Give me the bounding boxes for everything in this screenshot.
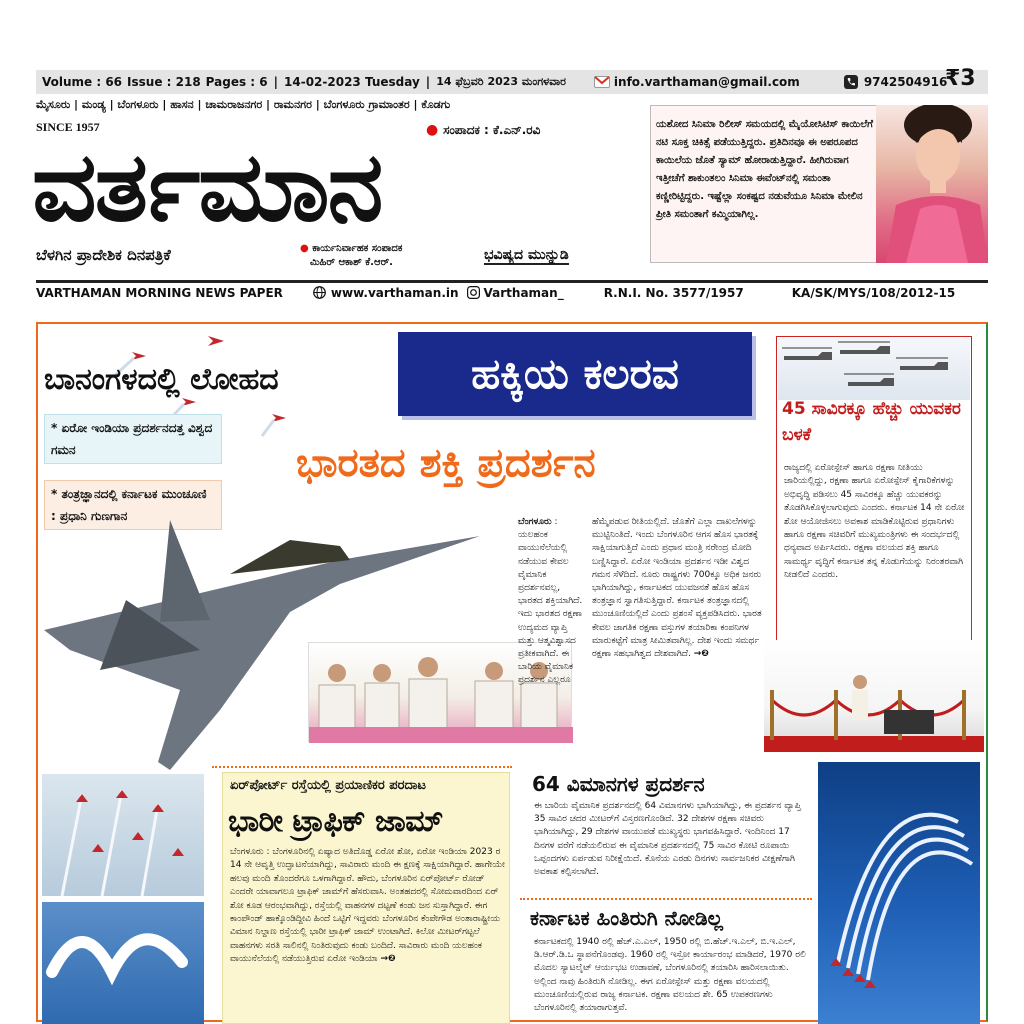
globe-icon [313,286,326,299]
lead-headline[interactable]: ಭಾರತದ ಶಕ್ತಿ ಪ್ರದರ್ಶನ [296,440,596,486]
city-list: ಮೈಸೂರು | ಮಂಡ್ಯ | ಬೆಂಗಳೂರು | ಹಾಸನ | ಚಾಮರಾಜನಗರ | ರಾಮನಗರ | ಬೆಂಗಳೂರು ಗ್ರಾಮಾಂತರ | ಕೊಡಗು [36,98,451,111]
sidebar-body: ರಾಜ್ಯದಲ್ಲಿ ಏರೋಸ್ಪೇಸ್ ಹಾಗೂ ರಕ್ಷಣಾ ನೀತಿಯು ಜಾರಿಯಲ್ಲಿದ್ದು, ರಕ್ಷಣಾ ಹಾಗೂ ಏರೋಸ್ಪೇಸ್ ಕೈಗಾರಿಕೆಗಳನ್ನು ಅಭಿವೃದ್ಧಿ ಪಡಿಸಲು 45 ಸಾವಿರಕ್ಕೂ ಹೆಚ್ಚು ಯುವಕರನ್ನು ತೊಡಗಿಸಿಕೊಳ್ಳಲಾಗುವುದು ಎಂದರು. ಕರ್ನಾಟಕ 14 ನೇ ಏರೋ ಶೋ ಆಯೋಜಿಸಲು ಅವಕಾಶ ಮಾಡಿಕೊಟ್ಟಿರುವ ಪ್ರಧಾನಿಗಳು ಹಾಗೂ ರಕ್ಷಣಾ ಸಚಿವರಿಗೆ ಮುಖ್ಯಮಂತ್ರಿಗಳು ಈ ಸಂದರ್ಭದಲ್ಲಿ ಧನ್ಯವಾದ ಅರ್ಪಿಸಿದರು. ರಕ್ಷಣಾ ವಲಯದ ಶಕ್ತಿ ಹಾಗೂ ಸಾಮರ್ಥ್ಯ ವೃದ್ಧಿಗೆ ಕರ್ನಾಟಕ ತನ್ನ ಕೊಡುಗೆಯನ್ನು ನಿರಂತರವಾಗಿ ನೀಡಲಿದೆ ಎಂದರು. [784,463,965,581]
smoke-trail-illustration [42,902,204,1024]
lead-kicker: ಬಾನಂಗಳದಲ್ಲಿ ಲೋಹದ [44,362,279,397]
traffic-continued-link[interactable]: →❷ [380,954,396,965]
instagram-icon [467,286,480,299]
gmail-icon [594,76,610,88]
instagram-link[interactable]: Varthaman_ [467,286,564,300]
rni-number: R.N.I. No. 3577/1957 [603,285,744,300]
section-divider [212,766,512,768]
sidebar-headline[interactable]: 45 ಸಾವಿರಕ್ಕೂ ಹೆಚ್ಚು ಯುವಕರ ಬಳಕೆ [782,399,961,445]
dateline: ಬೆಂಗಳೂರು [518,517,552,527]
stage-illustration [764,640,984,752]
phone-number: 9742504916 [863,75,948,89]
volume: Volume : 66 [42,75,123,89]
price: ₹3 [945,66,976,91]
jets-formation-photo [42,774,204,896]
jets-formation-illustration [42,774,204,896]
issue-info-bar: Volume : 66 Issue : 218 Pages : 6 | 14-02-2023 Tuesday | 14 ಫೆಬ್ರವರಿ 2023 ಮಂಗಳವಾರ info.varthaman@gmail.com 9742504916 [36,70,988,94]
helicopters-image [778,338,970,400]
lead-column-1: ಬೆಂಗಳೂರು : ಯಲಹಂಕ ವಾಯುನೆಲೆಯಲ್ಲಿ ನಡೆಯುವ ಕೇವಲ ವೈಮಾನಿಕ ಪ್ರದರ್ಶನವಲ್ಲ, ಭಾರತದ ಶಕ್ತಿಯಾಗಿದೆ. ಇದು ಭಾರತದ ರಕ್ಷಣಾ ಉದ್ಯಮದ ವ್ಯಾಪ್ತಿ ಮತ್ತು ಆತ್ಮವಿಶ್ವಾಸದ ಪ್ರತೀಕವಾಗಿದೆ. ಈ ಬಾರಿಯ ವೈಮಾನಿಕ ಪ್ರದರ್ಶನ ಎಲ್ಲರೂ [518,517,583,686]
aerial-display-illustration [818,762,980,1024]
email-block[interactable] [594,75,800,89]
section-divider-2 [520,898,812,900]
promo-text: ಯಶೋದ ಸಿನಿಮಾ ರಿಲೀಸ್ ಸಮಯದಲ್ಲಿ ಮೈಯೋಸಿಟಿಸ್ ಕಾಯಿಲೆಗೆ ನಟಿ ಸೂಕ್ತ ಚಿಕಿತ್ಸೆ ಪಡೆಯುತ್ತಿದ್ದರು. ಪ್ರತಿದಿನವೂ ಈ ಅಪರೂಪದ ಕಾಯಿಲೆಯ ಜೊತೆ ಸ್ಯಾಮ್ ಹೋರಾಡುತ್ತಿದ್ದಾರೆ. ಹೀಗಿರುವಾಗ ಇತ್ತೀಚೆಗೆ ಶಾಕುಂತಲಂ ಸಿನಿಮಾ ಈವೆಂಟ್‌ನಲ್ಲಿ ಸಮಂತಾ ಕಣ್ಣೀರಿಟ್ಟಿದ್ದರು. ಇಷ್ಟೆಲ್ಲಾ ಸಂಕಷ್ಟದ ನಡುವೆಯೂ ಸಿನಿಮಾ ಮೇಲಿನ ಪ್ರೀತಿ ಸಮಂತಾಗೆ ಕಮ್ಮಿಯಾಗಿಲ್ಲ. [656,119,873,220]
lead-column-2: ಹೆಮ್ಮೆಪಡುವ ರೀತಿಯಲ್ಲಿದೆ. ಜೊತೆಗೆ ಎಲ್ಲಾ ದಾಖಲೆಗಳನ್ನು ಮುಟ್ಟಿನಿಂತಿದೆ. ಇಂದು ಬೆಂಗಳೂರಿನ ಆಗಸ ಹೊಸ ಭಾರತಕ್ಕೆ ಸಾಕ್ಷಿಯಾಗುತ್ತಿದೆ ಎಂದು ಪ್ರಧಾನ ಮಂತ್ರಿ ನರೇಂದ್ರ ಮೋದಿ ಬಣ್ಣಿಸಿದ್ದಾರೆ. ಏರೋ ಇಂಡಿಯಾ ಪ್ರದರ್ಶನ ಇಡೀ ವಿಶ್ವದ ಗಮನ ಸೆಳೆದಿದೆ. ನೂರು ರಾಷ್ಟ್ರಗಳು 700ಕ್ಕೂ ಅಧಿಕ ಜನರು ಭಾಗಿಯಾಗಿದ್ದು, ಕರ್ನಾಟಕದ ಯುವಜನತೆ ಹೊಸ ಹೊಸ ತಂತ್ರಜ್ಞಾನ ಸ್ವಾಗತಿಸುತ್ತಿದ್ದಾರೆ. ಕರ್ನಾಟಕ ತಂತ್ರಜ್ಞಾನದಲ್ಲಿ ಮುಂಚೂಣಿಯಲ್ಲಿದೆ ಎಂದು ಪ್ರಶಂಸೆ ವ್ಯಕ್ತಪಡಿಸಿದರು. ಭಾರತ ಕೇವಲ ಜಾಗತಿಕ ರಕ್ಷಣಾ ವಸ್ತುಗಳ ತಯಾರಿಕಾ ಕಂಪನಿಗಳ ಮಾರುಕಟ್ಟೆಗೆ ಮಾತ್ರ ಸೀಮಿತವಾಗಿಲ್ಲ. ದೇಶ ಇಂದು ಸಮರ್ಥ ರಕ್ಷಣಾ ಸಹಭಾಗಿತ್ವದ ದೇಶವಾಗಿದೆ. →❷ [592,517,762,660]
paper-name: VARTHAMAN MORNING NEWS PAPER [36,285,283,300]
since-year: SINCE 1957 [36,120,100,134]
lead-bullet-1: * ಏರೋ ಇಂಡಿಯಾ ಪ್ರದರ್ಶನದತ್ತ ವಿಶ್ವದ ಗಮನ [44,414,222,464]
lead-boxed-headline: ಹಕ್ಕಿಯ ಕಲರವ [398,332,752,416]
date-english: 14-02-2023 Tuesday [284,75,420,89]
story-64-headline[interactable]: 64 ವಿಮಾನಗಳ ಪ್ರದರ್ಶನ [532,772,705,796]
aerial-display-photo [818,762,980,1024]
smoke-trail-photo [42,902,204,1024]
pages: Pages : 6 [205,75,268,89]
editor-credit: ● ಸಂಪಾದಕ : ಕೆ.ಎನ್.ರವಿ [426,122,541,138]
date-kannada: 14 ಫೆಬ್ರವರಿ 2023 ಮಂಗಳವಾರ [436,75,566,88]
traffic-headline[interactable]: ಭಾರೀ ಟ್ರಾಫಿಕ್ ಜಾಮ್ [228,804,443,839]
portrait-illustration [876,105,988,263]
story-64-body: ಈ ಬಾರಿಯ ವೈಮಾನಿಕ ಪ್ರದರ್ಶನದಲ್ಲಿ 64 ವಿಮಾನಗಳು ಭಾಗಿಯಾಗಿದ್ದು, ಈ ಪ್ರದರ್ಶನ ವ್ಯಾಪ್ತಿ 35 ಸಾವಿರ ಚದರ ಮೀಟರ್‌ಗೆ ವಿಸ್ತರಣಗೊಂಡಿದೆ. 32 ದೇಶಗಳ ರಕ್ಷಣಾ ಸಚಿವರು ಭಾಗಿಯಾಗಿದ್ದು, 29 ದೇಶಗಳ ವಾಯುಪಡೆ ಮುಖ್ಯಸ್ಥರು ಭಾಗವಹಿಸಿದ್ದಾರೆ. ಇಂದಿನಿಂದ 17 ದಿನಗಳ ವರೆಗೆ ನಡೆಯಲಿರುವ ಈ ವೈಮಾನಿಕ ಪ್ರದರ್ಶನದಲ್ಲಿ 75 ಸಾವಿರ ಕೋಟಿ ರೂಪಾಯಿ ಒಪ್ಪಂದಗಳು ಏರ್ಪಡುವ ನಿರೀಕ್ಷೆಯಿದೆ. ಕೊನೆಯ ಎರಡು ದಿನಗಳು ಸಾರ್ವಜನಿಕರ ವೀಕ್ಷಣೆಗಾಗಿ ಅವಕಾಶ ಕಲ್ಪಿಸಲಾಗಿದೆ. [534,801,801,878]
executive-editor: ● ಕಾರ್ಯನಿರ್ವಾಹಕ ಸಂಪಾದಕ ಮಿಹಿರ್ ಆಕಾಶ್ ಕೆ.ಆರ್. [300,243,403,268]
issue: Issue : 218 [127,75,201,89]
masthead-logo: ವರ್ತಮಾನ [32,131,382,243]
helicopters-illustration [778,338,970,400]
actress-photo [876,105,988,263]
continued-link[interactable]: →❷ [693,649,709,660]
future-slogan: ಭವಿಷ್ಯದ ಮುನ್ನುಡಿ [484,247,569,263]
tagline: ಬೆಳಗಿನ ಪ್ರಾದೇಶಿಕ ದಿನಪತ್ರಿಕೆ [36,246,171,264]
stage-photo [764,640,984,752]
traffic-kicker: ಏರ್‌ಪೋರ್ಟ್ ರಸ್ತೆಯಲ್ಲಿ ಪ್ರಯಾಣಿಕರ ಪರದಾಟ [230,778,426,793]
registration-number: KA/SK/MYS/108/2012-15 [791,285,956,300]
lead-bullet-2: * ತಂತ್ರಜ್ಞಾನದಲ್ಲಿ ಕರ್ನಾಟಕ ಮುಂಚೂಣಿ : ಪ್ರಧಾನಿ ಗುಣಗಾನ [44,480,222,530]
karnataka-story-body: ಕರ್ನಾಟಕದಲ್ಲಿ 1940 ರಲ್ಲಿ ಹೆಚ್.ಎ.ಎಲ್, 1950 ರಲ್ಲಿ ಬಿ.ಹೆಚ್.ಇ.ಎಲ್, ಬಿ.ಇ.ಎಲ್, ಡಿ.ಆರ್.ಡಿ.ಒ ಸ್ಥಾಪನೆಗೊಂಡವು. 1960 ರಲ್ಲಿ ಇಸ್ರೋ ಕಾರ್ಯಾರಂಭ ಮಾಡಿದರೆ, 1970 ರಲಿ ಮೊದಲ ಸ್ಯಾಟಲೈಟ್ ಆರ್ಯಭಟ ಉಡಾವಣೆ, ಬೆಂಗಳೂರಿನಲ್ಲಿ ತಯಾರಿಸಿ ಹಾರಿಸಲಾಯಿತು. ಅಲ್ಲಿಂದ ನಾವು ಹಿಂತಿರುಗಿ ನೋಡಿಲ್ಲ. ಈಗ ಏರೋಸ್ಪೇಸ್ ಮತ್ತು ರಕ್ಷಣಾ ವಲಯದಲ್ಲಿ ಮುಂಚೂಣಿಯಲ್ಲಿರುವ ರಾಜ್ಯ ಕರ್ನಾಟಕ. ರಕ್ಷಣಾ ವಲಯದ ಶೇ. 65 ಉಪಕರಣಗಳು ಬೆಂಗಳೂರಿನಲ್ಲಿ ತಯಾರಾಗುತ್ತವೆ. [534,937,806,1014]
phone-block[interactable] [844,75,948,89]
website-link[interactable]: www.varthaman.in [313,286,459,300]
phone-icon [844,75,858,89]
traffic-body: ಬೆಂಗಳೂರು : ಬೆಂಗಳೂರಿನಲ್ಲಿ ಏಷ್ಯಾದ ಅತಿದೊಡ್ಡ ಏರೋ ಶೋ, ಏರೋ ಇಂಡಿಯಾ 2023 ರ 14 ನೇ ಆವೃತ್ತಿ ಉದ್ಘಾಟನೆಯಾಗಿದ್ದು, ಸಾವಿರಾರು ಮಂದಿ ಈ ಕ್ಷಣಕ್ಕೆ ಸಾಕ್ಷಿಯಾಗಿದ್ದಾರೆ. ಹಾಗೇಯೇ ಹಲವು ಮಂದಿ ತೊಂದರೆಗೂ ಒಳಗಾಗಿದ್ದಾರೆ. ಹೌದು, ಬೆಂಗಳೂರಿನ ಏರ್‌ಪೋರ್ಟ್ ರೋಡ್ ಎಂದರೇ ಯಾವಾಗಲೂ ಟ್ರಾಫಿಕ್ ಜಾಮ್‌ಗೆ ಹೆಸರುವಾಸಿ. ಅಂತಹದರಲ್ಲಿ ಸೋಮವಾರದಿಂದ ಏರ್ ಶೋ ಕೂಡ ಆರಂಭವಾಗಿದ್ದು, ರಸ್ತೆಯಲ್ಲಿ ವಾಹನಗಳ ದಟ್ಟಣೆ ಕಂಡು ಜನ ಸುಸ್ತಾಗಿದ್ದಾರೆ. ಈಗ ಕಾಂಪೌಂಡ್ ಹಾಕ್ಕೊಂಡಿದ್ದೀವಿ ಹಿಂದೆ ಒಟ್ಟಿಗೆ ಇದ್ದವರು ಬೆಂಗಳೂರಿನ ಕೆಂಪೇಗೌಡ ಅಂತಾರಾಷ್ಟ್ರೀಯ ವಿಮಾನ ನಿಲ್ದಾಣ ರಸ್ತೆಯಲ್ಲಿ ಭಾರೀ ಟ್ರಾಫಿಕ್ ಜಾಮ್ ಉಂಟಾಗಿದೆ. ಕಿಲೋ ಮೀಟರ್‌ಗಟ್ಟಲೆ ವಾಹನಗಳು ಸರತಿ ಸಾಲಿನಲ್ಲಿ ನಿಂತಿರುವುದು ಕಂಡು ಬಂದಿದೆ. ಸಾವಿರಾರು ಮಂದಿ ಯಲಹಂಕ ವಾಯುನೆಲೆಯಲ್ಲಿ ನಡೆಯುತ್ತಿರುವ ಏರೋ ಇಂಡಿಯಾ →❷ [230,847,505,965]
email: info.varthaman@gmail.com [613,75,800,89]
karnataka-story-headline[interactable]: ಕರ್ನಾಟಕ ಹಿಂತಿರುಗಿ ನೋಡಿಲ್ಲ [530,906,723,930]
publication-bar [36,280,988,302]
